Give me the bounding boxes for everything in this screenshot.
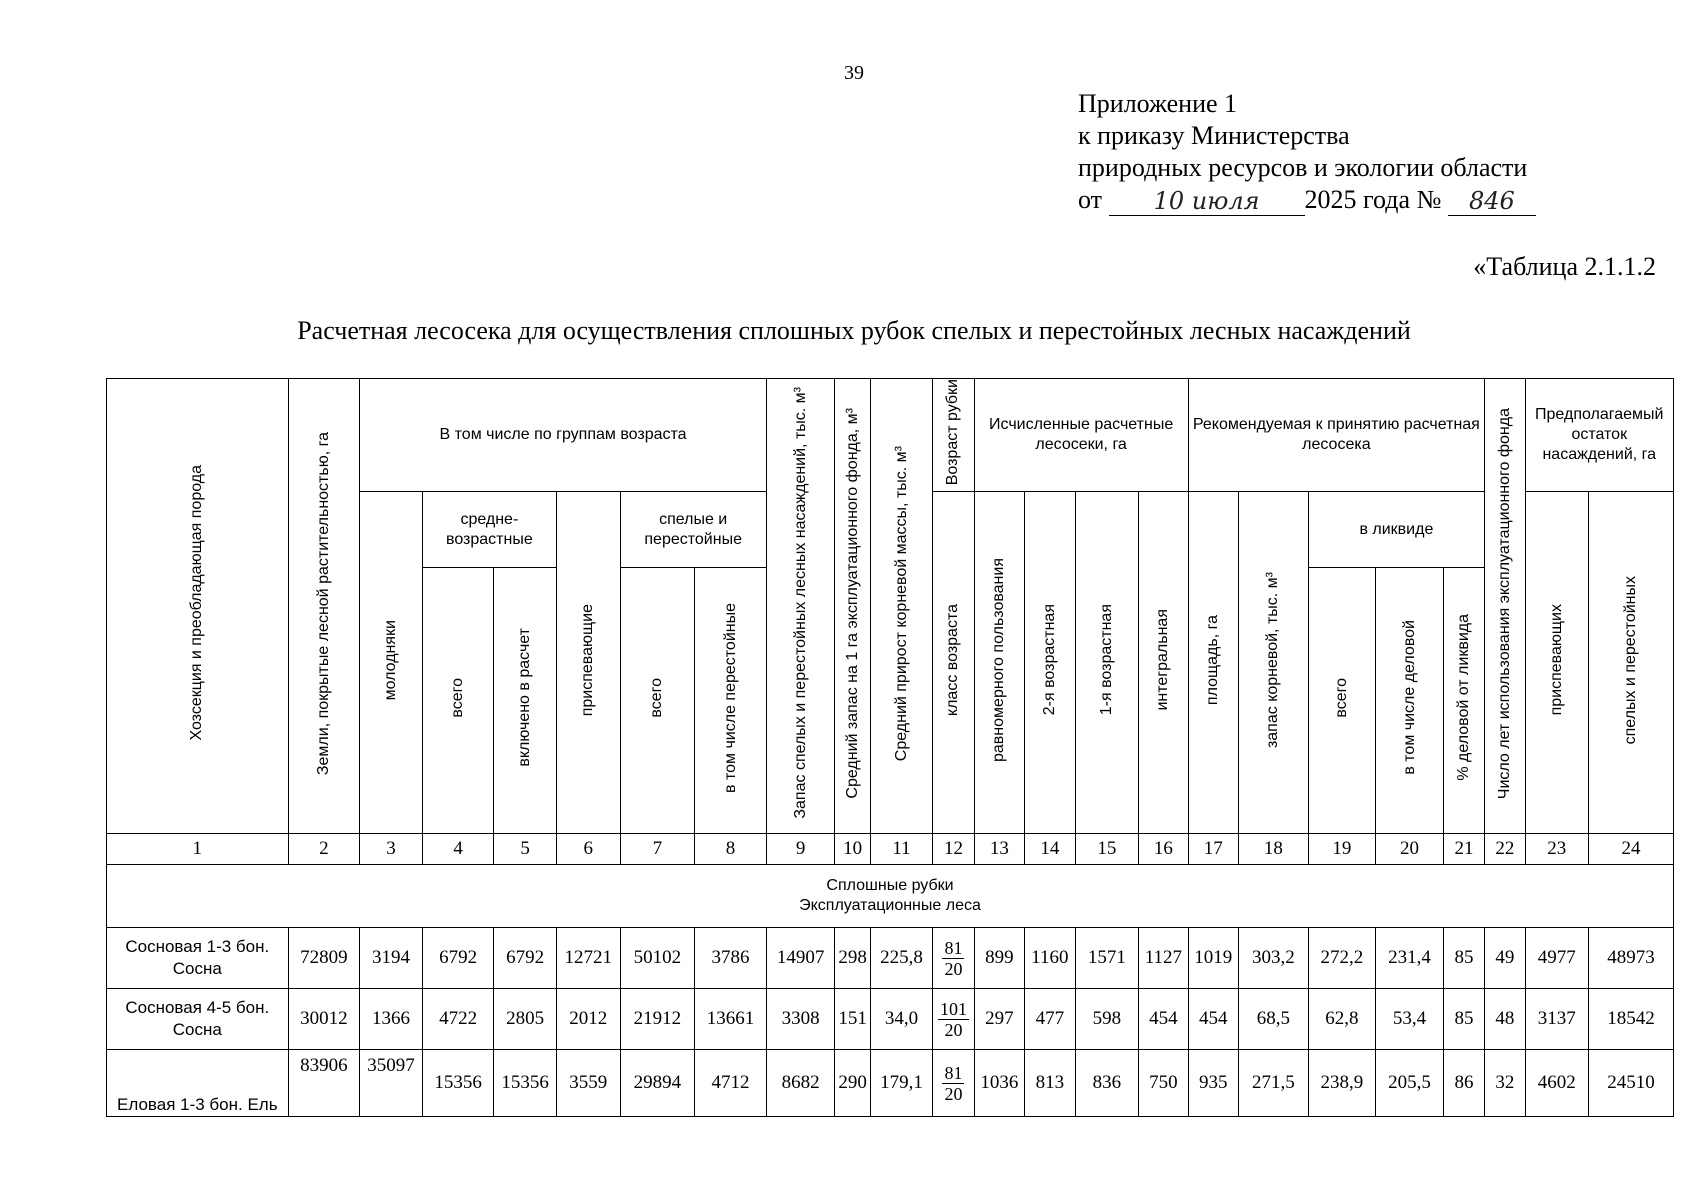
cell: 24510 [1589, 1050, 1674, 1117]
table-row [107, 928, 1674, 989]
col-number: 7 [620, 834, 695, 865]
cell: 836 [1075, 1050, 1139, 1117]
cell: 29894 [620, 1050, 695, 1117]
cell: 238,9 [1308, 1050, 1376, 1117]
cell: 50102 [620, 928, 695, 989]
column-numbers-row [107, 834, 1674, 865]
felling-table [106, 378, 1674, 1117]
cell: 3559 [556, 1050, 620, 1117]
header-col-4: всего [422, 568, 494, 834]
cell: 1571 [1075, 928, 1139, 989]
year-label: 2025 года № [1304, 185, 1442, 214]
cell: 1127 [1139, 928, 1188, 989]
cell: 3194 [360, 928, 423, 989]
col-number: 15 [1075, 834, 1139, 865]
cell: 21912 [620, 989, 695, 1050]
cell: 297 [974, 989, 1024, 1050]
header-col-6: приспевающие [556, 492, 620, 834]
cell: 454 [1188, 989, 1238, 1050]
appendix-line-4 [1078, 184, 1536, 216]
fraction-denominator: 20 [944, 958, 963, 979]
col-number: 24 [1589, 834, 1674, 865]
col-number: 21 [1443, 834, 1484, 865]
cell-fraction [933, 928, 974, 989]
row-name: Еловая 1-3 бон. Ель [107, 1050, 289, 1117]
header-col-16: интегральная [1139, 492, 1188, 834]
handwritten-number: 846 [1448, 185, 1536, 216]
cell: 68,5 [1239, 989, 1309, 1050]
cell: 14907 [766, 928, 835, 989]
header-liquid: в ликвиде [1308, 492, 1485, 568]
cell: 4602 [1525, 1050, 1589, 1117]
cell: 2012 [556, 989, 620, 1050]
header-col-11: Средний прирост корневой массы, тыс. м³ [870, 379, 933, 834]
cell: 35097 [360, 1050, 423, 1117]
cell: 6792 [494, 928, 557, 989]
fraction-numerator: 81 [944, 1062, 963, 1083]
header-col-7: всего [620, 568, 695, 834]
cell: 1160 [1025, 928, 1075, 989]
cell: 13661 [695, 989, 767, 1050]
section-line-2: Эксплуатационные леса [799, 897, 981, 915]
header-col-19: всего [1308, 568, 1376, 834]
cell: 4722 [422, 989, 494, 1050]
col-number: 10 [835, 834, 870, 865]
col-number: 22 [1485, 834, 1525, 865]
col-number: 18 [1239, 834, 1309, 865]
header-calculated: Исчисленные расчетные лесосеки, га [974, 379, 1188, 492]
cell: 62,8 [1308, 989, 1376, 1050]
header-col-22: Число лет использования эксплуатационного фонда [1485, 379, 1525, 834]
col-number: 9 [766, 834, 835, 865]
fraction-numerator: 101 [939, 998, 967, 1019]
cell: 3308 [766, 989, 835, 1050]
col-number: 14 [1025, 834, 1075, 865]
document-title: Расчетная лесосека для осуществления сплошных рубок спелых и перестойных лесных насаждений [297, 316, 1411, 345]
cell: 4712 [695, 1050, 767, 1117]
table-row [107, 989, 1674, 1050]
col-number: 11 [870, 834, 933, 865]
section-line-1: Сплошные рубки [826, 877, 954, 895]
page-number: 39 [844, 62, 864, 84]
cell: 205,5 [1376, 1050, 1444, 1117]
cell: 2805 [494, 989, 557, 1050]
cell: 15356 [494, 1050, 557, 1117]
cell: 8682 [766, 1050, 835, 1117]
cell: 12721 [556, 928, 620, 989]
cell: 4977 [1525, 928, 1589, 989]
cell: 151 [835, 989, 870, 1050]
cell: 18542 [1589, 989, 1674, 1050]
cell: 34,0 [870, 989, 933, 1050]
col-number: 6 [556, 834, 620, 865]
col-number: 4 [422, 834, 494, 865]
table-row [107, 1050, 1674, 1117]
cell-fraction [933, 1050, 974, 1117]
row-name: Сосновая 1-3 бон. Сосна [107, 928, 289, 989]
header-group-age: В том числе по группам возраста [360, 379, 767, 492]
cell: 272,2 [1308, 928, 1376, 989]
header-col-5: включено в расчет [494, 568, 557, 834]
header-col-24: спелых и перестойных [1589, 492, 1674, 834]
header-remainder: Предполагаемый остаток насаждений, га [1525, 379, 1673, 492]
header-col-9: Запас спелых и перестойных лесных насаждений, тыс. м³ [766, 379, 835, 834]
cell: 813 [1025, 1050, 1075, 1117]
cell: 1036 [974, 1050, 1024, 1117]
col-number: 13 [974, 834, 1024, 865]
cell: 3786 [695, 928, 767, 989]
header-col-8: в том числе перестойные [695, 568, 767, 834]
cell: 86 [1443, 1050, 1484, 1117]
row-name: Сосновая 4-5 бон. Сосна [107, 989, 289, 1050]
cell: 85 [1443, 928, 1484, 989]
appendix-block [1078, 88, 1536, 216]
col-number: 12 [933, 834, 974, 865]
cell: 750 [1139, 1050, 1188, 1117]
header-col-1: Хозсекция и преобладающая порода [107, 379, 289, 834]
cell: 49 [1485, 928, 1525, 989]
header-recommended: Рекомендуемая к принятию расчетная лесосека [1188, 379, 1485, 492]
appendix-line-3: природных ресурсов и экологии области [1078, 153, 1528, 182]
cell: 48973 [1589, 928, 1674, 989]
cell: 32 [1485, 1050, 1525, 1117]
cell: 454 [1139, 989, 1188, 1050]
cell: 83906 [288, 1050, 360, 1117]
header-felling-age: Возраст рубки [933, 379, 974, 492]
cell: 30012 [288, 989, 360, 1050]
header-col-2: Земли, покрытые лесной растительностью, га [288, 379, 360, 834]
cell: 15356 [422, 1050, 494, 1117]
header-col-15: 1-я возрастная [1075, 492, 1139, 834]
col-number: 1 [107, 834, 289, 865]
cell: 48 [1485, 989, 1525, 1050]
header-col-13: равномерного пользования [974, 492, 1024, 834]
table-label: «Таблица 2.1.1.2 [1473, 252, 1656, 281]
cell: 72809 [288, 928, 360, 989]
header-col-23: приспевающих [1525, 492, 1589, 834]
cell: 85 [1443, 989, 1484, 1050]
cell: 935 [1188, 1050, 1238, 1117]
fraction-denominator: 20 [944, 1083, 963, 1104]
handwritten-date: 10 июля [1109, 185, 1305, 216]
col-number: 17 [1188, 834, 1238, 865]
header-col-20: в том числе деловой [1376, 568, 1444, 834]
cell: 225,8 [870, 928, 933, 989]
from-label: от [1078, 185, 1103, 214]
col-number: 23 [1525, 834, 1589, 865]
col-number: 2 [288, 834, 360, 865]
header-col-17: площадь, га [1188, 492, 1238, 834]
col-number: 19 [1308, 834, 1376, 865]
cell: 1366 [360, 989, 423, 1050]
header-col-3: молодняки [360, 492, 423, 834]
fraction-denominator: 20 [944, 1019, 963, 1040]
header-col-12: класс возраста [933, 492, 974, 834]
header-middle-aged: средне- возрастные [422, 492, 556, 568]
header-mature: спелые и перестойные [620, 492, 766, 568]
cell: 899 [974, 928, 1024, 989]
header-col-21: % деловой от ликвида [1443, 568, 1484, 834]
cell-fraction [933, 989, 974, 1050]
cell: 1019 [1188, 928, 1238, 989]
cell: 598 [1075, 989, 1139, 1050]
col-number: 5 [494, 834, 557, 865]
header-col-14: 2-я возрастная [1025, 492, 1075, 834]
cell: 477 [1025, 989, 1075, 1050]
cell: 53,4 [1376, 989, 1444, 1050]
cell: 179,1 [870, 1050, 933, 1117]
section-heading [107, 865, 1674, 928]
cell: 290 [835, 1050, 870, 1117]
col-number: 20 [1376, 834, 1444, 865]
cell: 303,2 [1239, 928, 1309, 989]
cell: 3137 [1525, 989, 1589, 1050]
cell: 6792 [422, 928, 494, 989]
fraction-numerator: 81 [944, 937, 963, 958]
cell: 298 [835, 928, 870, 989]
appendix-line-1: Приложение 1 [1078, 89, 1238, 118]
appendix-line-2: к приказу Министерства [1078, 121, 1350, 150]
col-number: 3 [360, 834, 423, 865]
cell: 271,5 [1239, 1050, 1309, 1117]
header-col-18: запас корневой, тыс. м³ [1239, 492, 1309, 834]
header-col-10: Средний запас на 1 га эксплуатационного фонда, м³ [835, 379, 870, 834]
col-number: 8 [695, 834, 767, 865]
cell: 231,4 [1376, 928, 1444, 989]
col-number: 16 [1139, 834, 1188, 865]
